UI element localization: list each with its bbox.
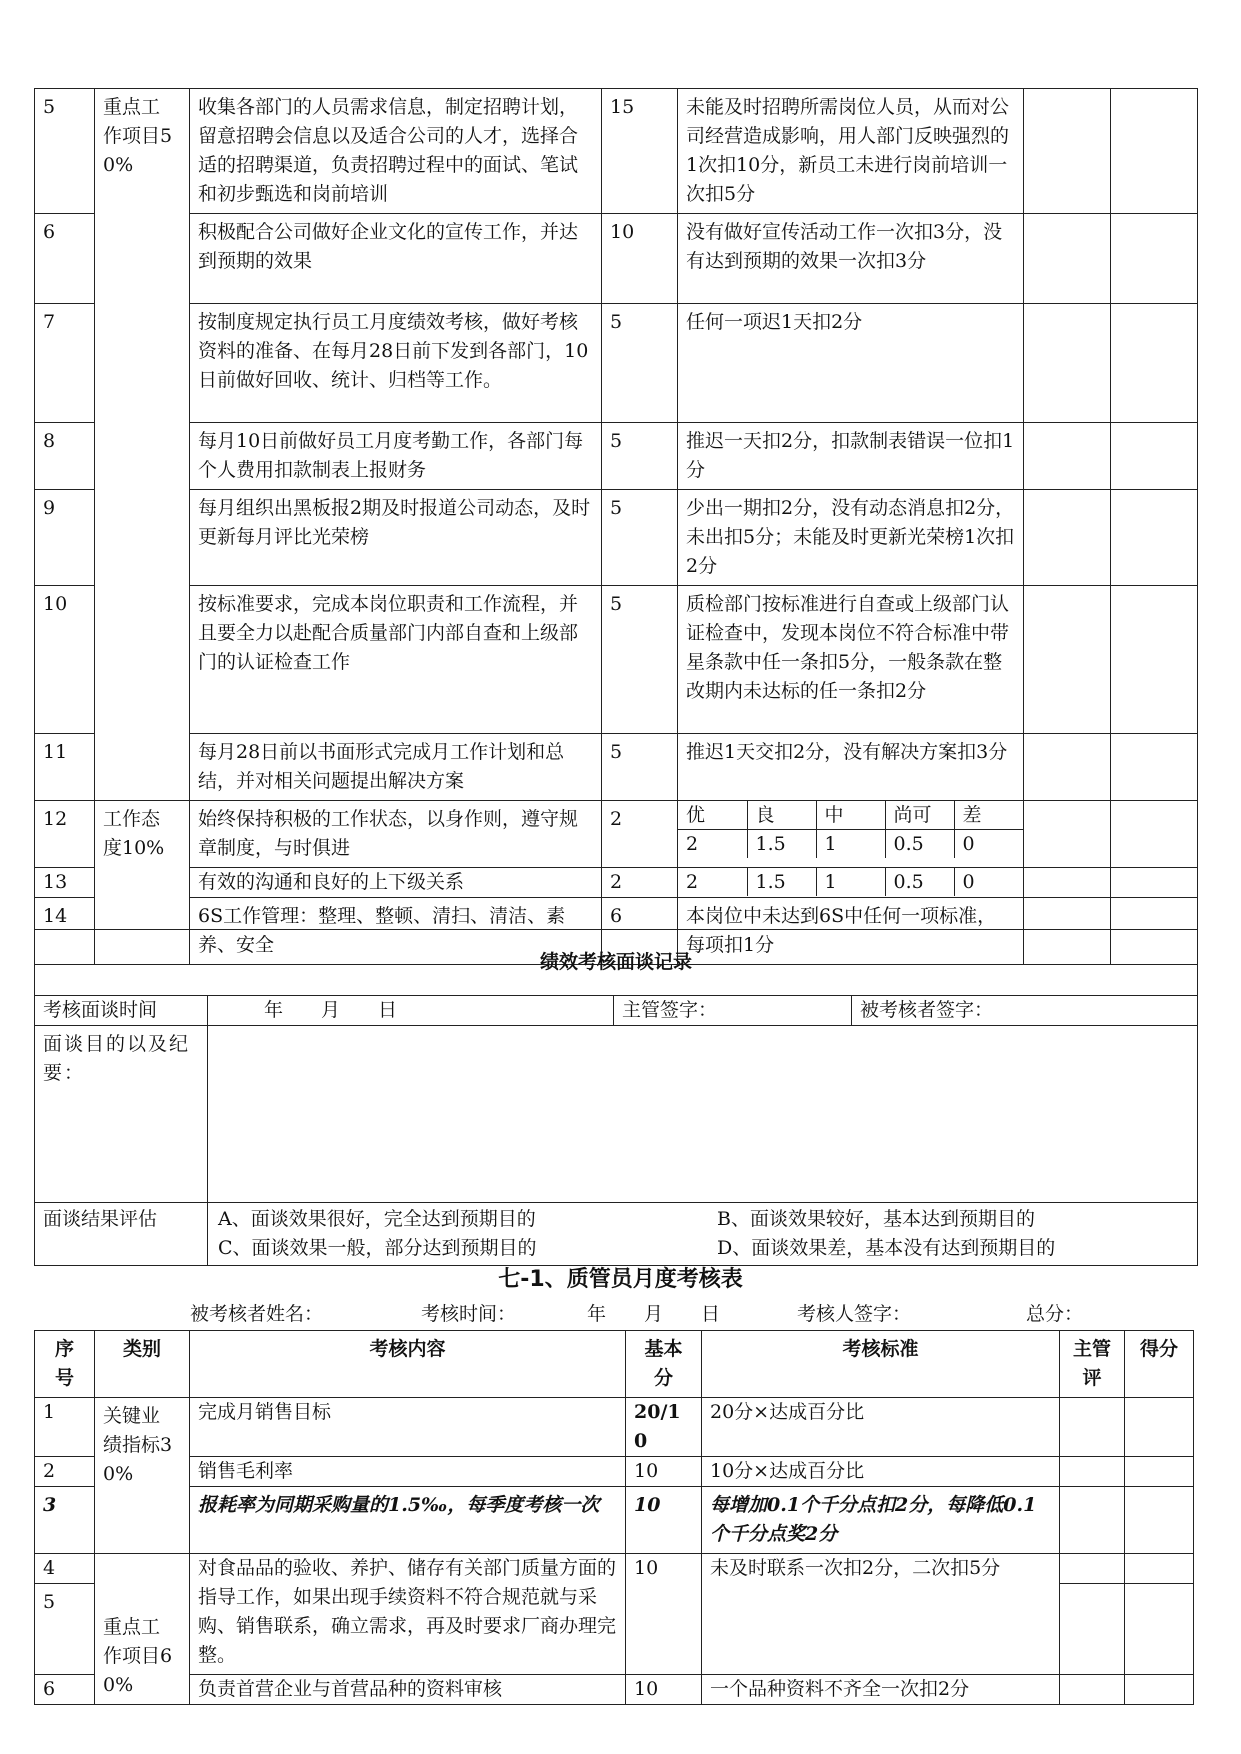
score-cell[interactable]	[1125, 1398, 1194, 1457]
row-content: 报耗率为同期采购量的1.5‰，每季度考核一次	[190, 1487, 626, 1554]
interview-purpose-label: 面谈目的以及纪要：	[35, 1026, 208, 1203]
row-number: 14	[35, 898, 95, 965]
supervisor-cell[interactable]	[1060, 1675, 1125, 1705]
row-number: 11	[35, 734, 95, 801]
grade-value: 1.5	[747, 868, 816, 896]
header-no: 序号	[35, 1331, 95, 1398]
header-standard: 考核标准	[702, 1331, 1060, 1398]
table-row	[35, 1554, 1194, 1584]
row-standard: 未能及时招聘所需岗位人员，从而对公司经营造成影响，用人部门反映强烈的1次扣10分，新员工未进行岗前培训一次扣5分	[678, 89, 1024, 214]
score-cell[interactable]	[1111, 734, 1198, 801]
table-row	[35, 1398, 1194, 1457]
score-cell[interactable]	[1111, 423, 1198, 490]
supervisor-cell[interactable]	[1060, 1398, 1125, 1457]
row-content: 积极配合公司做好企业文化的宣传工作，并达到预期的效果	[190, 214, 602, 304]
row-standard: 推迟一天扣2分，扣款制表错误一位扣1分	[678, 423, 1024, 490]
category-attitude: 工作态度10%	[95, 801, 190, 965]
supervisor-cell[interactable]	[1060, 1554, 1125, 1584]
result-option-a[interactable]: A、面谈效果很好，完全达到预期目的	[218, 1208, 536, 1230]
table-row	[35, 734, 1198, 801]
score-cell[interactable]	[1125, 1487, 1194, 1554]
row-number: 4	[35, 1554, 95, 1584]
row-number: 3	[35, 1487, 95, 1554]
supervisor-cell[interactable]	[1024, 734, 1111, 801]
row-content: 负责首营企业与首营品种的资料审核	[190, 1675, 626, 1705]
result-option-b[interactable]: B、面谈效果较好，基本达到预期目的	[717, 1208, 1035, 1230]
row-content: 6S工作管理：整理、整顿、清扫、清洁、素养、安全	[190, 898, 602, 965]
supervisor-cell[interactable]	[1024, 490, 1111, 586]
row-number: 7	[35, 304, 95, 423]
row-score: 10	[602, 214, 678, 304]
grade-label: 优	[678, 801, 747, 830]
header-supervisor: 主管评	[1060, 1331, 1125, 1398]
table-row	[35, 89, 1198, 214]
assessment-date-field[interactable]: 年 月 日	[587, 1303, 721, 1325]
supervisor-cell[interactable]	[1024, 801, 1111, 868]
result-option-c[interactable]: C、面谈效果一般，部分达到预期目的	[218, 1237, 537, 1259]
row-content: 有效的沟通和良好的上下级关系	[190, 868, 602, 898]
grade-value: 2	[678, 868, 747, 896]
row-score: 6	[602, 898, 678, 965]
grade-value: 0.5	[885, 868, 954, 896]
row-content: 每月组织出黑板报2期及时报道公司动态，及时更新每月评比光荣榜	[190, 490, 602, 586]
score-cell[interactable]	[1125, 1584, 1194, 1675]
supervisor-cell[interactable]	[1024, 586, 1111, 734]
table-row	[35, 214, 1198, 304]
supervisor-cell[interactable]	[1060, 1457, 1125, 1487]
row-content: 按制度规定执行员工月度绩效考核，做好考核资料的准备、在每月28日前下发到各部门，10日前做好回收、统计、归档等工作。	[190, 304, 602, 423]
grade-scale	[678, 801, 1024, 868]
table-row	[35, 1487, 1194, 1554]
grade-value: 1.5	[747, 830, 816, 859]
table-row	[35, 423, 1198, 490]
row-number: 1	[35, 1398, 95, 1457]
row-number: 5	[35, 89, 95, 214]
row-content: 每月28日前以书面形式完成月工作计划和总结，并对相关问题提出解决方案	[190, 734, 602, 801]
score-cell[interactable]	[1125, 1554, 1194, 1584]
row-score: 10	[626, 1457, 702, 1487]
row-score: 15	[602, 89, 678, 214]
interview-result-label: 面谈结果评估	[35, 1203, 208, 1266]
row-number: 6	[35, 1675, 95, 1705]
table-row	[35, 801, 1198, 868]
supervisor-cell[interactable]	[1024, 89, 1111, 214]
row-number: 2	[35, 1457, 95, 1487]
table-row	[35, 304, 1198, 423]
examinee-name-label: 被考核者姓名：	[190, 1303, 324, 1325]
score-cell[interactable]	[1111, 89, 1198, 214]
prev-assessment-table	[34, 88, 1198, 965]
supervisor-sign-field[interactable]: 主管签字：	[614, 996, 852, 1026]
row-standard: 本岗位中未达到6S中任何一项标准，每项扣1分	[678, 898, 1024, 965]
supervisor-cell[interactable]	[1024, 423, 1111, 490]
row-standard: 一个品种资料不齐全一次扣2分	[702, 1675, 1060, 1705]
row-content: 销售毛利率	[190, 1457, 626, 1487]
row-score: 2	[602, 801, 678, 868]
row-content: 完成月销售目标	[190, 1398, 626, 1457]
header-score: 基本分	[626, 1331, 702, 1398]
row-standard: 没有做好宣传活动工作一次扣3分，没有达到预期的效果一次扣3分	[678, 214, 1024, 304]
result-option-d[interactable]: D、面谈效果差，基本没有达到预期目的	[717, 1237, 1056, 1259]
header-result: 得分	[1125, 1331, 1194, 1398]
score-cell[interactable]	[1125, 1457, 1194, 1487]
row-content: 按标准要求，完成本岗位职责和工作流程，并且要全力以赴配合质量部门内部自查和上级部门的认证检查工作	[190, 586, 602, 734]
grade-label: 良	[747, 801, 816, 830]
score-cell[interactable]	[1111, 868, 1198, 898]
grade-label: 尚可	[885, 801, 954, 830]
interview-title: 绩效考核面谈记录	[35, 930, 1198, 996]
grade-label: 差	[954, 801, 1023, 830]
row-content: 收集各部门的人员需求信息，制定招聘计划，留意招聘会信息以及适合公司的人才，选择合适的招聘渠道，负责招聘过程中的面试、笔试和初步甄选和岗前培训	[190, 89, 602, 214]
header-category: 类别	[95, 1331, 190, 1398]
grade-value: 1	[816, 830, 885, 859]
interview-notes-area[interactable]	[208, 1026, 1198, 1203]
row-score: 5	[602, 490, 678, 586]
grade-value: 0	[954, 830, 1023, 859]
row-standard: 少出一期扣2分，没有动态消息扣2分，未出扣5分；未能及时更新光荣榜1次扣2分	[678, 490, 1024, 586]
row-standard: 10分×达成百分比	[702, 1457, 1060, 1487]
grade-value: 0.5	[885, 830, 954, 859]
row-score: 5	[602, 423, 678, 490]
assessment-time-label: 考核时间：	[421, 1303, 517, 1325]
row-score: 10	[626, 1487, 702, 1554]
category-key-work: 重点工作项目50%	[95, 89, 190, 801]
score-cell[interactable]	[1111, 214, 1198, 304]
row-standard: 20分×达成百分比	[702, 1398, 1060, 1457]
supervisor-cell[interactable]	[1060, 1487, 1125, 1554]
row-score: 10	[626, 1554, 702, 1675]
table-header-row	[35, 1331, 1194, 1398]
row-number: 13	[35, 868, 95, 898]
table-row	[35, 868, 1198, 898]
score-cell[interactable]	[1111, 586, 1198, 734]
assessor-sign-label: 考核人签字：	[797, 1303, 912, 1325]
interview-date-field[interactable]: 年 月 日	[208, 996, 614, 1026]
row-score: 5	[602, 734, 678, 801]
row-number: 6	[35, 214, 95, 304]
row-content: 对食品品的验收、养护、储存有关部门质量方面的指导工作，如果出现手续资料不符合规范就与采购、销售联系，确立需求，再及时要求厂商办理完整。	[190, 1554, 626, 1675]
row-number: 8	[35, 423, 95, 490]
qc-form-title: 七-1、质管员月度考核表	[498, 1267, 743, 1292]
grade-label: 中	[816, 801, 885, 830]
row-number: 10	[35, 586, 95, 734]
row-score: 10	[626, 1675, 702, 1705]
interview-record-table	[34, 929, 1198, 1266]
supervisor-cell[interactable]	[1060, 1584, 1125, 1675]
grade-value: 0	[962, 871, 975, 893]
row-score: 5	[602, 586, 678, 734]
row-number: 9	[35, 490, 95, 586]
score-cell[interactable]	[1111, 801, 1198, 868]
grade-value: 2	[678, 830, 747, 859]
header-content: 考核内容	[190, 1331, 626, 1398]
examinee-sign-field[interactable]: 被考核者签字：	[852, 996, 1198, 1026]
row-standard: 质检部门按标准进行自查或上级部门认证检查中，发现本岗位不符合标准中带星条款中任一条扣5分，一般条款在整改期内未达标的任一条扣2分	[678, 586, 1024, 734]
row-standard: 推迟1天交扣2分，没有解决方案扣3分	[678, 734, 1024, 801]
row-standard: 每增加0.1个千分点扣2分，每降低0.1个千分点奖2分	[702, 1487, 1060, 1554]
qc-assessment-table	[34, 1330, 1194, 1705]
table-row	[35, 1675, 1194, 1705]
total-score-label: 总分：	[1026, 1303, 1084, 1325]
row-standard: 任何一项迟1天扣2分	[678, 304, 1024, 423]
row-score: 2	[602, 868, 678, 898]
category-key-work: 重点工作项目60%	[95, 1554, 190, 1705]
row-content: 始终保持积极的工作状态，以身作则，遵守规章制度，与时俱进	[190, 801, 602, 868]
row-content: 每月10日前做好员工月度考勤工作，各部门每个人费用扣款制表上报财务	[190, 423, 602, 490]
supervisor-cell[interactable]	[1024, 868, 1111, 898]
row-score: 5	[602, 304, 678, 423]
interview-result-options	[208, 1203, 1198, 1266]
row-standard: 未及时联系一次扣2分，二次扣5分	[702, 1554, 1060, 1675]
table-row	[35, 490, 1198, 586]
supervisor-cell[interactable]	[1024, 214, 1111, 304]
table-row	[35, 586, 1198, 734]
category-kpi: 关键业绩指标30%	[95, 1398, 190, 1554]
row-score: 20/10	[626, 1398, 702, 1457]
grade-scale	[678, 868, 1024, 898]
grade-value: 1	[816, 868, 885, 896]
score-cell[interactable]	[1111, 304, 1198, 423]
interview-time-label: 考核面谈时间	[35, 996, 208, 1026]
row-number: 5	[35, 1584, 95, 1675]
table-row	[35, 1457, 1194, 1487]
score-cell[interactable]	[1111, 490, 1198, 586]
row-number: 12	[35, 801, 95, 868]
supervisor-cell[interactable]	[1024, 304, 1111, 423]
score-cell[interactable]	[1125, 1675, 1194, 1705]
